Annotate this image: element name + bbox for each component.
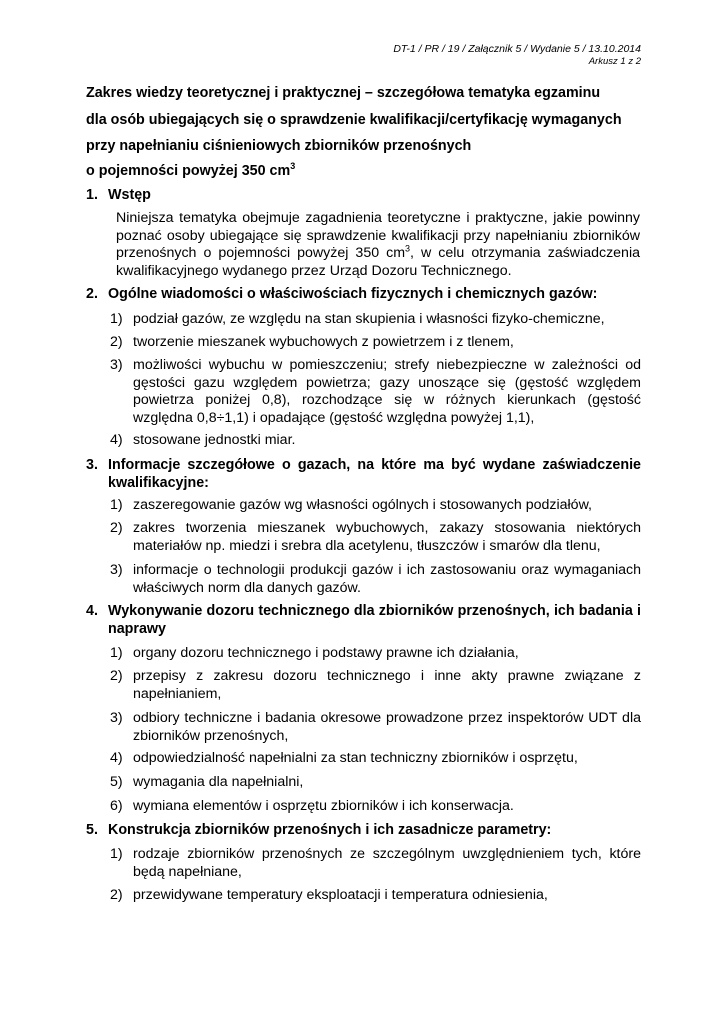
title-line-3: przy napełnianiu ciśnieniowych zbiorników przenośnych	[86, 138, 472, 154]
title-line-2: dla osób ubiegających się o sprawdzenie kwalifikacji/certyfikację wymaganych	[86, 112, 622, 128]
list-item: 4) odpowiedzialność napełnialni za stan techniczny zbiorników i osprzętu,	[110, 750, 578, 766]
list-item: 1) rodzaje zbiorników przenośnych ze szczególnym uwzględnieniem tych, które będą napełniane,	[110, 846, 641, 880]
title-line-1: Zakres wiedzy teoretycznej i praktycznej – szczegółowa tematyka egzaminu	[86, 85, 601, 101]
section-1-heading: 1. Wstęp	[86, 187, 151, 203]
list-item: 1) podział gazów, ze względu na stan skupienia i własności fizyko-chemiczne,	[110, 311, 605, 327]
section-5-heading: 5. Konstrukcja zbiorników przenośnych i ich zasadnicze parametry:	[86, 822, 552, 838]
list-item: 2) tworzenie mieszanek wybuchowych z powietrzem i z tlenem,	[110, 334, 514, 350]
list-item: 6) wymiana elementów i osprzętu zbiorników i ich konserwacja.	[110, 798, 514, 814]
sheet-number: Arkusz 1 z 2	[588, 56, 641, 67]
list-item: 2) zakres tworzenia mieszanek wybuchowych, zakazy stosowania niektórych materiałów np. miedzi i srebra dla acetylenu, tłuszczów i smarów dla tlenu,	[110, 520, 641, 554]
list-item: 5) wymagania dla napełnialni,	[110, 774, 304, 790]
list-item: 3) informacje o technologii produkcji gazów i ich zastosowaniu oraz wymaganiach właściwych norm dla danych gazów.	[110, 562, 641, 596]
list-item: 2) przepisy z zakresu dozoru technicznego i inne akty prawne związane z napełnianiem,	[110, 668, 641, 702]
document-reference: DT-1 / PR / 19 / Załącznik 5 / Wydanie 5 / 13.10.2014	[393, 43, 641, 55]
title-line-4: o pojemności powyżej 350 $cm^3$	[86, 161, 296, 179]
list-item: 3) odbiory techniczne i badania okresowe prowadzone przez inspektorów UDT dla zbiorników przenośnych,	[110, 710, 641, 744]
list-item: 1) zaszeregowanie gazów wg własności ogólnych i stosowanych podziałów,	[110, 497, 592, 513]
section-2-heading: 2. Ogólne wiadomości o właściwościach fizycznych i chemicznych gazów:	[86, 286, 598, 302]
list-item: 1) organy dozoru technicznego i podstawy prawne ich działania,	[110, 645, 519, 661]
section-4-heading: 4. Wykonywanie dozoru technicznego dla zbiorników przenośnych, ich badania i naprawy	[86, 603, 641, 637]
list-item: 4) stosowane jednostki miar.	[110, 432, 296, 448]
list-item: 2) przewidywane temperatury eksploatacji i temperatura odniesienia,	[110, 887, 548, 903]
list-item: 3) możliwości wybuchu w pomieszczeniu; strefy niebezpieczne w zależności od gęstości gazu względem powietrza; gazy unoszące się (gęstość względem powietrza poniżej 0,8), rozchodzące się w różnych kierunkach (gęstość względna 0,8÷1,1) i opadające (gęstość względna powyżej 1,1),	[110, 357, 641, 426]
section-3-heading: 3. Informacje szczegółowe o gazach, na które ma być wydane zaświadczenie kwalifikacyjne:	[86, 457, 641, 491]
section-1-paragraph: Niniejsza tematyka obejmuje zagadnienia teoretyczne i praktyczne, jakie powinny poznać osoby ubiegające się sprawdzenie kwalifikacji przy napełnianiu zbiorników przenośnych o pojemności powyżej 350 $cm^3$, w celu otrzymania zaświadczenia kwalifikacyjnego wydanego przez Urząd Dozoru Technicznego.	[116, 210, 640, 279]
